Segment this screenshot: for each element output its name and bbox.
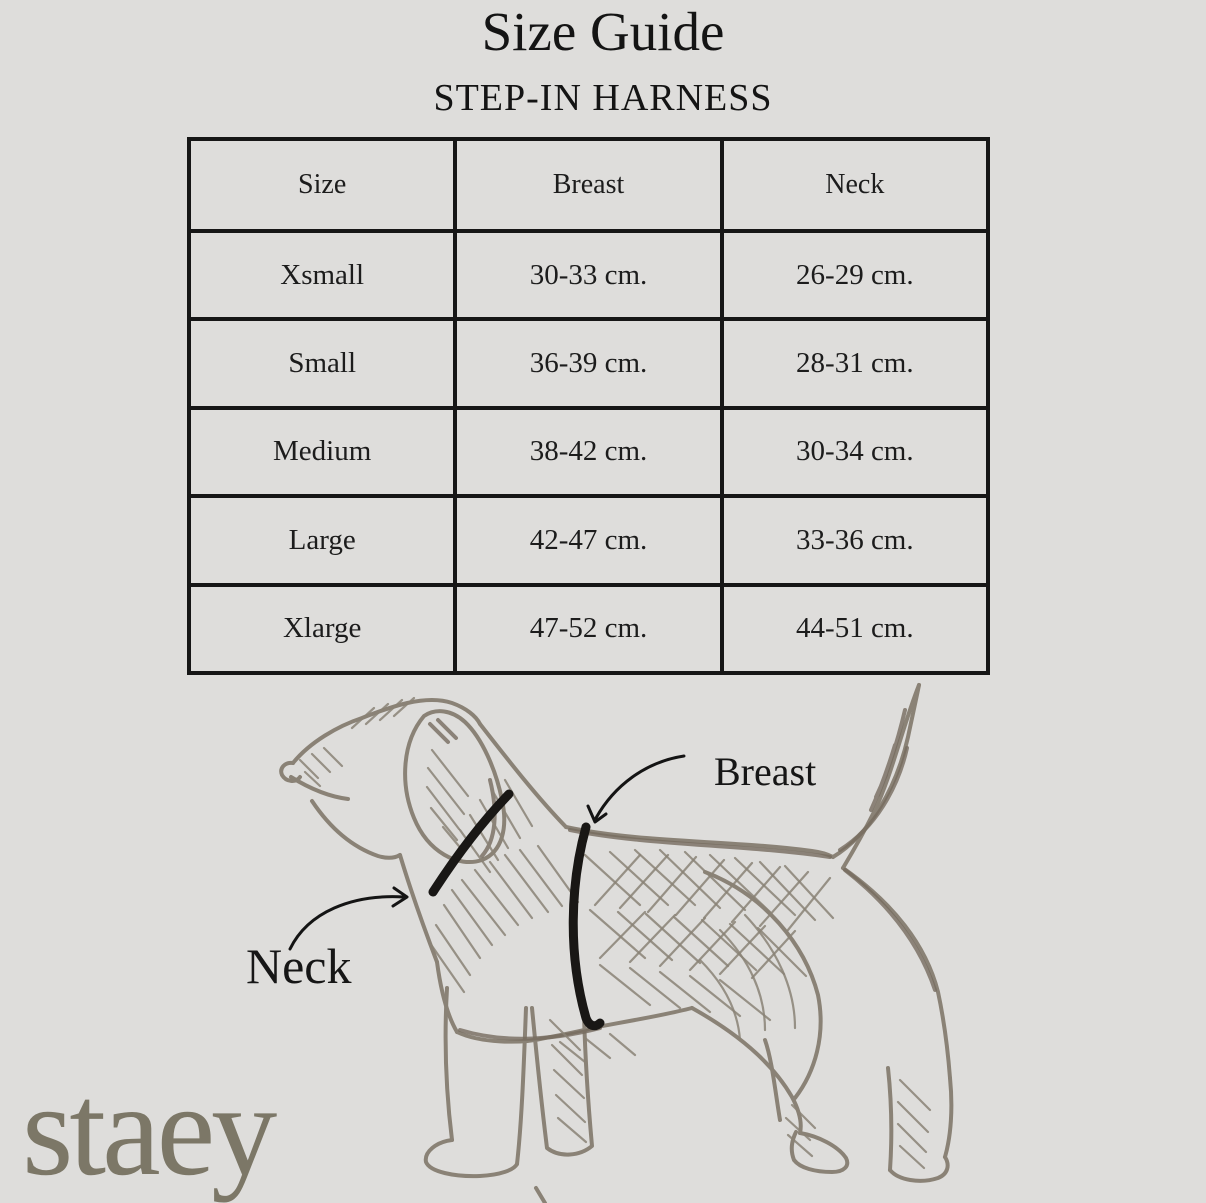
breast-cell: 30-33 cm. [455, 231, 721, 319]
column-header-neck: Neck [722, 139, 988, 231]
neck-cell: 44-51 cm. [722, 585, 988, 673]
breast-annotation-label: Breast [714, 749, 817, 794]
dog-hatching [300, 698, 930, 1168]
neck-cell: 30-34 cm. [722, 408, 988, 496]
neck-cell: 28-31 cm. [722, 319, 988, 407]
brand-logo: staey [22, 1056, 274, 1203]
neck-cell: 33-36 cm. [722, 496, 988, 584]
page-title: Size Guide [481, 1, 725, 62]
neck-cell: 26-29 cm. [722, 231, 988, 319]
column-header-size: Size [189, 139, 455, 231]
size-cell: Medium [189, 408, 455, 496]
size-cell: Xsmall [189, 231, 455, 319]
breast-arrow [588, 756, 684, 822]
neck-annotation-label: Neck [246, 938, 352, 994]
size-cell: Small [189, 319, 455, 407]
page-subtitle: STEP-IN HARNESS [433, 77, 773, 119]
breast-cell: 42-47 cm. [455, 496, 721, 584]
dog-outline [281, 685, 951, 1203]
size-cell: Xlarge [189, 585, 455, 673]
breast-cell: 47-52 cm. [455, 585, 721, 673]
breast-cell: 38-42 cm. [455, 408, 721, 496]
size-cell: Large [189, 496, 455, 584]
breast-cell: 36-39 cm. [455, 319, 721, 407]
column-header-breast: Breast [455, 139, 721, 231]
